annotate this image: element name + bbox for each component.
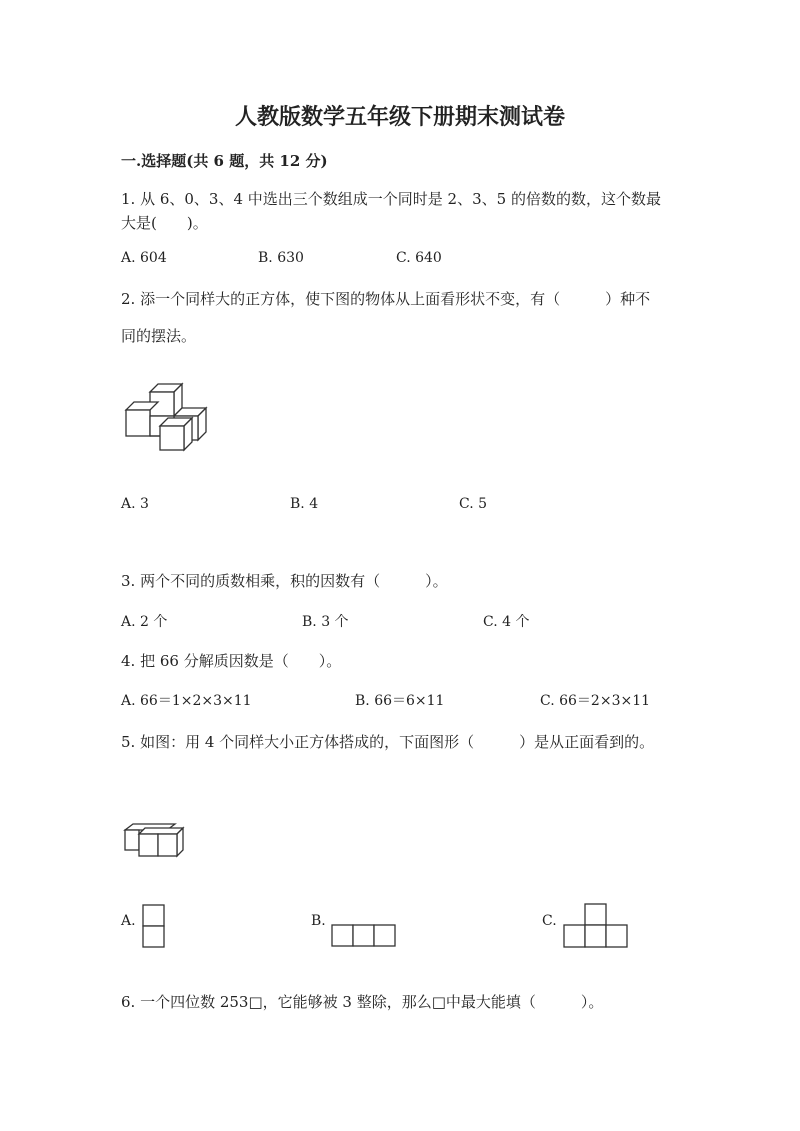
question-3-line-1: 3. 两个不同的质数相乘，积的因数有（ ）。 — [121, 572, 448, 590]
question-1-option-a: A. 604 — [121, 250, 167, 266]
option-c-view-figure — [563, 903, 631, 949]
four-cube-figure — [123, 822, 185, 858]
question-1-option-b: B. 630 — [258, 250, 304, 266]
cube-stack-figure — [120, 378, 215, 456]
question-4-line-1: 4. 把 66 分解质因数是（ ）。 — [121, 652, 342, 670]
cube-row-front — [139, 828, 183, 856]
cube-front — [160, 418, 192, 450]
question-2-option-a: A. 3 — [121, 496, 149, 512]
question-4-option-b: B. 66＝6×11 — [355, 693, 445, 709]
option-b-view-figure — [331, 924, 399, 948]
question-2-option-b: B. 4 — [290, 496, 319, 512]
question-2-line-2: 同的摆法。 — [121, 327, 197, 345]
question-3-option-b: B. 3 个 — [302, 614, 349, 630]
option-a-view-figure — [142, 904, 166, 948]
question-1-line-2: 大是( )。 — [121, 214, 208, 232]
question-5-option-a-label: A. — [121, 913, 136, 929]
question-5-option-b-label: B. — [311, 913, 326, 929]
page-title: 人教版数学五年级下册期末测试卷 — [234, 104, 565, 130]
question-3-option-a: A. 2 个 — [121, 614, 168, 630]
question-4-option-a: A. 66＝1×2×3×11 — [121, 693, 252, 709]
question-5-option-c-label: C. — [542, 913, 557, 929]
question-5-line-1: 5. 如图：用 4 个同样大小正方体搭成的，下面图形（ ）是从正面看到的。 — [121, 733, 655, 751]
question-1-line-1: 1. 从 6、0、3、4 中选出三个数组成一个同时是 2、3、5 的倍数的数，这个数最 — [121, 190, 661, 208]
question-2-option-c: C. 5 — [459, 496, 488, 512]
question-4-option-c: C. 66＝2×3×11 — [540, 693, 651, 709]
question-2-line-1: 2. 添一个同样大的正方体，使下图的物体从上面看形状不变，有（ ）种不 — [121, 290, 651, 308]
question-6-line-1: 6. 一个四位数 253□，它能够被 3 整除，那么□中最大能填（ ）。 — [121, 993, 604, 1011]
question-1-option-c: C. 640 — [396, 250, 442, 266]
question-3-option-c: C. 4 个 — [483, 614, 530, 630]
cube-back-top — [150, 384, 182, 416]
section-heading: 一.选择题(共 6 题，共 12 分) — [121, 152, 328, 170]
